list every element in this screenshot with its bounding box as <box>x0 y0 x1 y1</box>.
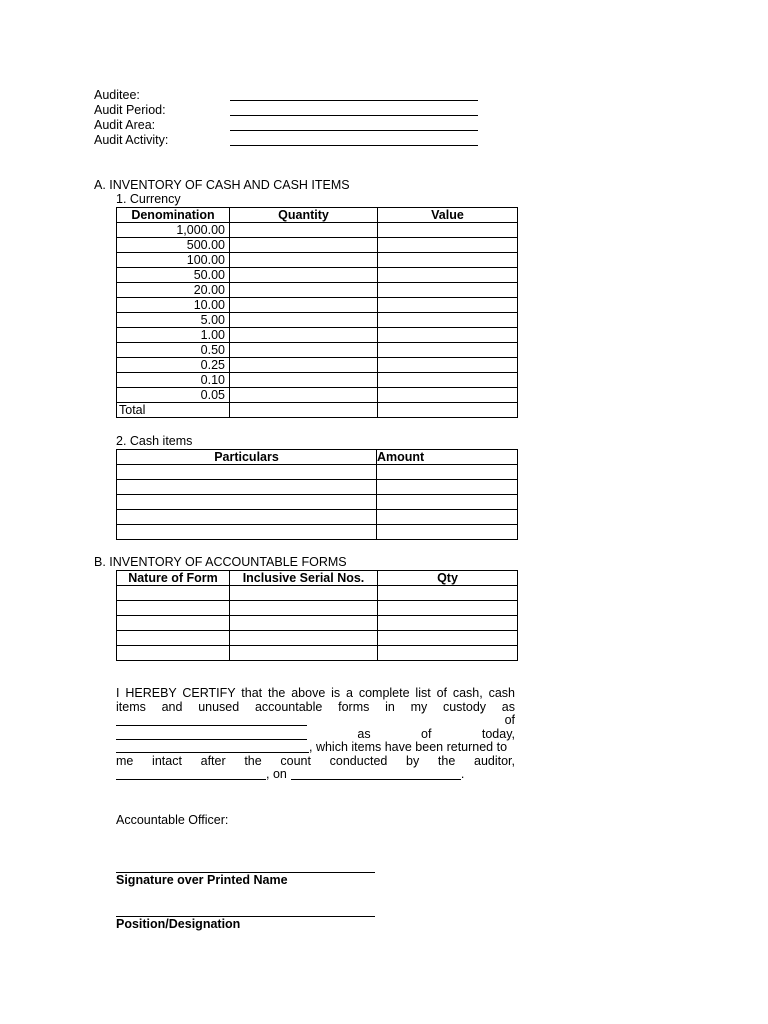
denomination-cell: 100.00 <box>117 253 230 268</box>
cash-item-row <box>117 525 518 540</box>
qty-cell[interactable] <box>378 616 518 631</box>
office-blank[interactable] <box>116 728 307 740</box>
particulars-cell[interactable] <box>117 480 377 495</box>
serial-nos-cell[interactable] <box>230 646 378 661</box>
denomination-cell: 10.00 <box>117 298 230 313</box>
denomination-cell: 1,000.00 <box>117 223 230 238</box>
cash-item-row <box>117 510 518 525</box>
amount-cell[interactable] <box>377 480 518 495</box>
auditee-field-line[interactable] <box>230 100 478 101</box>
denomination-cell: 500.00 <box>117 238 230 253</box>
value-cell[interactable] <box>378 283 518 298</box>
custodian-blank[interactable] <box>116 714 307 726</box>
cash-item-row <box>117 480 518 495</box>
accountable-forms-table <box>116 570 518 661</box>
particulars-cell[interactable] <box>117 525 377 540</box>
currency-row <box>117 298 518 313</box>
quantity-cell[interactable] <box>230 283 378 298</box>
amount-cell[interactable] <box>377 495 518 510</box>
quantity-cell[interactable] <box>230 343 378 358</box>
cash-items-subtitle: 2. Cash items <box>116 434 193 448</box>
cash-item-row <box>117 465 518 480</box>
nature-of-form-cell[interactable] <box>117 616 230 631</box>
cert-line-6: me intact after the count conducted by the auditor, <box>116 753 515 768</box>
quantity-cell[interactable] <box>230 358 378 373</box>
amount-header: Amount <box>377 450 518 465</box>
form-row <box>117 586 518 601</box>
audit-period-field-line[interactable] <box>230 115 478 116</box>
quantity-cell[interactable] <box>230 298 378 313</box>
quantity-cell[interactable] <box>230 328 378 343</box>
serial-nos-cell[interactable] <box>230 601 378 616</box>
quantity-cell[interactable] <box>230 373 378 388</box>
value-cell[interactable] <box>378 268 518 283</box>
currency-row <box>117 283 518 298</box>
count-date-blank[interactable] <box>291 768 461 780</box>
auditor-blank[interactable] <box>116 768 266 780</box>
serial-nos-cell[interactable] <box>230 631 378 646</box>
audit-area-field-line[interactable] <box>230 130 478 131</box>
currency-row <box>117 238 518 253</box>
total-value-cell[interactable] <box>378 403 518 418</box>
value-cell[interactable] <box>378 238 518 253</box>
form-row <box>117 601 518 616</box>
quantity-header: Quantity <box>230 208 378 223</box>
currency-total-row <box>117 403 518 418</box>
currency-header-row <box>117 208 518 223</box>
accountable-officer-label: Accountable Officer: <box>116 813 229 827</box>
value-cell[interactable] <box>378 373 518 388</box>
qty-cell[interactable] <box>378 601 518 616</box>
denomination-header: Denomination <box>117 208 230 223</box>
audit-area-label: Audit Area: <box>94 118 156 132</box>
denomination-cell: 0.05 <box>117 388 230 403</box>
currency-subtitle: 1. Currency <box>116 192 181 206</box>
form-row <box>117 616 518 631</box>
currency-row <box>117 313 518 328</box>
denomination-cell: 0.50 <box>117 343 230 358</box>
quantity-cell[interactable] <box>230 388 378 403</box>
total-label: Total <box>117 403 230 418</box>
currency-row <box>117 223 518 238</box>
certification-text <box>116 687 515 782</box>
cert-line-4: as of today, <box>116 728 515 742</box>
nature-of-form-cell[interactable] <box>117 601 230 616</box>
value-cell[interactable] <box>378 313 518 328</box>
currency-table <box>116 207 518 418</box>
value-cell[interactable] <box>378 223 518 238</box>
form-row <box>117 631 518 646</box>
currency-row <box>117 343 518 358</box>
quantity-cell[interactable] <box>230 313 378 328</box>
currency-row <box>117 373 518 388</box>
nature-of-form-cell[interactable] <box>117 586 230 601</box>
signature-caption: Signature over Printed Name <box>116 873 288 887</box>
currency-row <box>117 328 518 343</box>
section-b-title: B. INVENTORY OF ACCOUNTABLE FORMS <box>94 555 347 569</box>
denomination-cell: 1.00 <box>117 328 230 343</box>
cert-line-1: I HEREBY CERTIFY that the above is a complete list of cash, cash <box>116 686 515 700</box>
value-cell[interactable] <box>378 328 518 343</box>
currency-row <box>117 388 518 403</box>
value-cell[interactable] <box>378 343 518 358</box>
cert-line-7: , on . <box>116 768 515 782</box>
particulars-cell[interactable] <box>117 465 377 480</box>
amount-cell[interactable] <box>377 525 518 540</box>
quantity-cell[interactable] <box>230 223 378 238</box>
cert-line-5: , which items have been returned to <box>116 741 515 755</box>
serial-nos-cell[interactable] <box>230 586 378 601</box>
particulars-cell[interactable] <box>117 510 377 525</box>
qty-cell[interactable] <box>378 586 518 601</box>
date-blank[interactable] <box>116 741 309 753</box>
cert-line-3: of <box>116 714 515 728</box>
audit-activity-field-line[interactable] <box>230 145 478 146</box>
audit-period-label: Audit Period: <box>94 103 166 117</box>
nature-of-form-header: Nature of Form <box>117 571 230 586</box>
cert-line-2: items and unused accountable forms in my custody as <box>116 699 515 714</box>
currency-row <box>117 253 518 268</box>
qty-cell[interactable] <box>378 646 518 661</box>
denomination-cell: 5.00 <box>117 313 230 328</box>
quantity-cell[interactable] <box>230 238 378 253</box>
serial-nos-header: Inclusive Serial Nos. <box>230 571 378 586</box>
cash-items-table <box>116 449 518 540</box>
denomination-cell: 0.25 <box>117 358 230 373</box>
value-header: Value <box>378 208 518 223</box>
amount-cell[interactable] <box>377 510 518 525</box>
nature-of-form-cell[interactable] <box>117 631 230 646</box>
qty-header: Qty <box>378 571 518 586</box>
form-row <box>117 646 518 661</box>
total-quantity-cell[interactable] <box>230 403 378 418</box>
value-cell[interactable] <box>378 358 518 373</box>
value-cell[interactable] <box>378 298 518 313</box>
denomination-cell: 20.00 <box>117 283 230 298</box>
quantity-cell[interactable] <box>230 253 378 268</box>
value-cell[interactable] <box>378 253 518 268</box>
quantity-cell[interactable] <box>230 268 378 283</box>
serial-nos-cell[interactable] <box>230 616 378 631</box>
denomination-cell: 50.00 <box>117 268 230 283</box>
auditee-label: Auditee: <box>94 88 140 102</box>
denomination-cell: 0.10 <box>117 373 230 388</box>
position-caption: Position/Designation <box>116 917 241 931</box>
audit-activity-label: Audit Activity: <box>94 133 169 147</box>
nature-of-form-cell[interactable] <box>117 646 230 661</box>
qty-cell[interactable] <box>378 631 518 646</box>
section-a-title: A. INVENTORY OF CASH AND CASH ITEMS <box>94 178 350 192</box>
amount-cell[interactable] <box>377 465 518 480</box>
particulars-cell[interactable] <box>117 495 377 510</box>
forms-header-row <box>117 571 518 586</box>
currency-row <box>117 268 518 283</box>
currency-row <box>117 358 518 373</box>
value-cell[interactable] <box>378 388 518 403</box>
particulars-header: Particulars <box>117 450 377 465</box>
cash-item-row <box>117 495 518 510</box>
cash-items-header-row <box>117 450 518 465</box>
